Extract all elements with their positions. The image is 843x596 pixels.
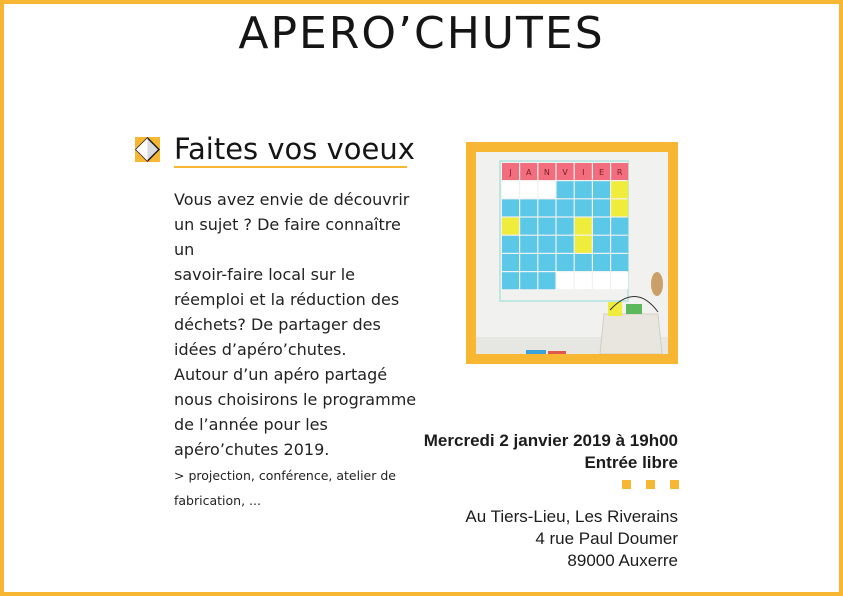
calendar-day-note (575, 199, 592, 216)
paragraph-line: de l’année pour les (174, 415, 328, 434)
calendar-day-note (520, 254, 537, 271)
calendar-day-note (611, 181, 628, 198)
calendar-day-note (502, 254, 519, 271)
sticky-pad-icon (626, 304, 642, 314)
calendar-day-note (520, 236, 537, 253)
calendar-day-note (538, 272, 555, 289)
calendar-day-note (575, 254, 592, 271)
calendar-day-note (538, 199, 555, 216)
paragraph-line: réemploi et la réduction des (174, 290, 400, 309)
calendar-day-note (557, 199, 574, 216)
calendar-day-note (520, 199, 537, 216)
paragraph-line: déchets? De partager des (174, 315, 381, 334)
intro-paragraph (174, 187, 424, 362)
calendar-day-note (611, 272, 628, 289)
calendar-day-note (557, 181, 574, 198)
separator-dot (646, 480, 655, 489)
calendar-day-note (502, 236, 519, 253)
note-line: fabrication, ... (174, 493, 261, 508)
diamond-bullet-icon (135, 137, 160, 162)
marker-icon (526, 350, 546, 354)
calendar-day-note (538, 218, 555, 235)
paragraph-line: Vous avez envie de découvrir (174, 190, 410, 209)
calendar-day-note (611, 218, 628, 235)
sticky-pad-icon (608, 302, 622, 316)
calendar-day-note (520, 218, 537, 235)
calendar-day-note (538, 236, 555, 253)
calendar-photo (476, 152, 668, 354)
calendar-day-note (520, 272, 537, 289)
calendar-day-note (557, 236, 574, 253)
calendar-day-note (611, 236, 628, 253)
calendar-day-note (557, 218, 574, 235)
paragraph-line: idées d’apéro’chutes. (174, 340, 347, 359)
calendar-day-note (575, 218, 592, 235)
calendar-day-note (593, 236, 610, 253)
calendar-day-note (575, 236, 592, 253)
calendar-day-note (593, 254, 610, 271)
calendar-day-note (502, 181, 519, 198)
calendar-day-note (575, 272, 592, 289)
calendar-day-note (502, 218, 519, 235)
calendar-day-note (593, 199, 610, 216)
calendar-header-letter: V (562, 168, 568, 177)
event-date: Mercredi 2 janvier 2019 à 19h00 (423, 431, 678, 450)
calendar-day-note (593, 181, 610, 198)
calendar-day-note (593, 272, 610, 289)
calendar-day-note (611, 199, 628, 216)
calendar-photo-frame (466, 142, 678, 364)
calendar-day-note (593, 218, 610, 235)
paper-bag-icon (600, 314, 662, 354)
marker-icon (548, 351, 566, 354)
section-heading: Faites vos voeux (174, 132, 415, 166)
calendar-header-letter: I (582, 168, 585, 177)
address-city: 89000 Auxerre (567, 551, 678, 570)
address-street: 4 rue Paul Doumer (535, 529, 678, 548)
calendar-day-note (502, 272, 519, 289)
paragraph-line: un sujet ? De faire connaître un (174, 215, 401, 259)
calendar-illustration (476, 152, 668, 354)
calendar-header-letter: E (598, 168, 605, 177)
separator-dot (622, 480, 631, 489)
page-title: APERO’CHUTES (238, 8, 605, 59)
calendar-day-note (502, 199, 519, 216)
address-venue: Au Tiers-Lieu, Les Riverains (465, 507, 678, 526)
owl-figurine-icon (651, 272, 663, 296)
heading-underline (174, 166, 407, 168)
separator-dots (622, 480, 678, 490)
separator-dot (670, 480, 679, 489)
calendar-day-note (520, 181, 537, 198)
calendar-header-letter: N (543, 168, 550, 177)
calendar-day-note (611, 254, 628, 271)
activities-note (174, 463, 414, 513)
calendar-header-letter: J (509, 168, 512, 177)
entry-info: Entrée libre (584, 453, 678, 472)
calendar-header-letter: R (616, 168, 623, 177)
calendar-day-note (557, 272, 574, 289)
paragraph-line: nous choisirons le programme (174, 390, 417, 409)
calendar-day-note (557, 254, 574, 271)
note-line: > projection, conférence, atelier de (174, 468, 396, 483)
paragraph-line: savoir-faire local sur le (174, 265, 356, 284)
calendar-header-letter: A (525, 168, 532, 177)
calendar-day-note (538, 254, 555, 271)
paragraph-line: apéro’chutes 2019. (174, 440, 330, 459)
paragraph-line: Autour d’un apéro partagé (174, 365, 388, 384)
calendar-day-note (575, 181, 592, 198)
program-paragraph (174, 362, 424, 462)
calendar-day-note (538, 181, 555, 198)
